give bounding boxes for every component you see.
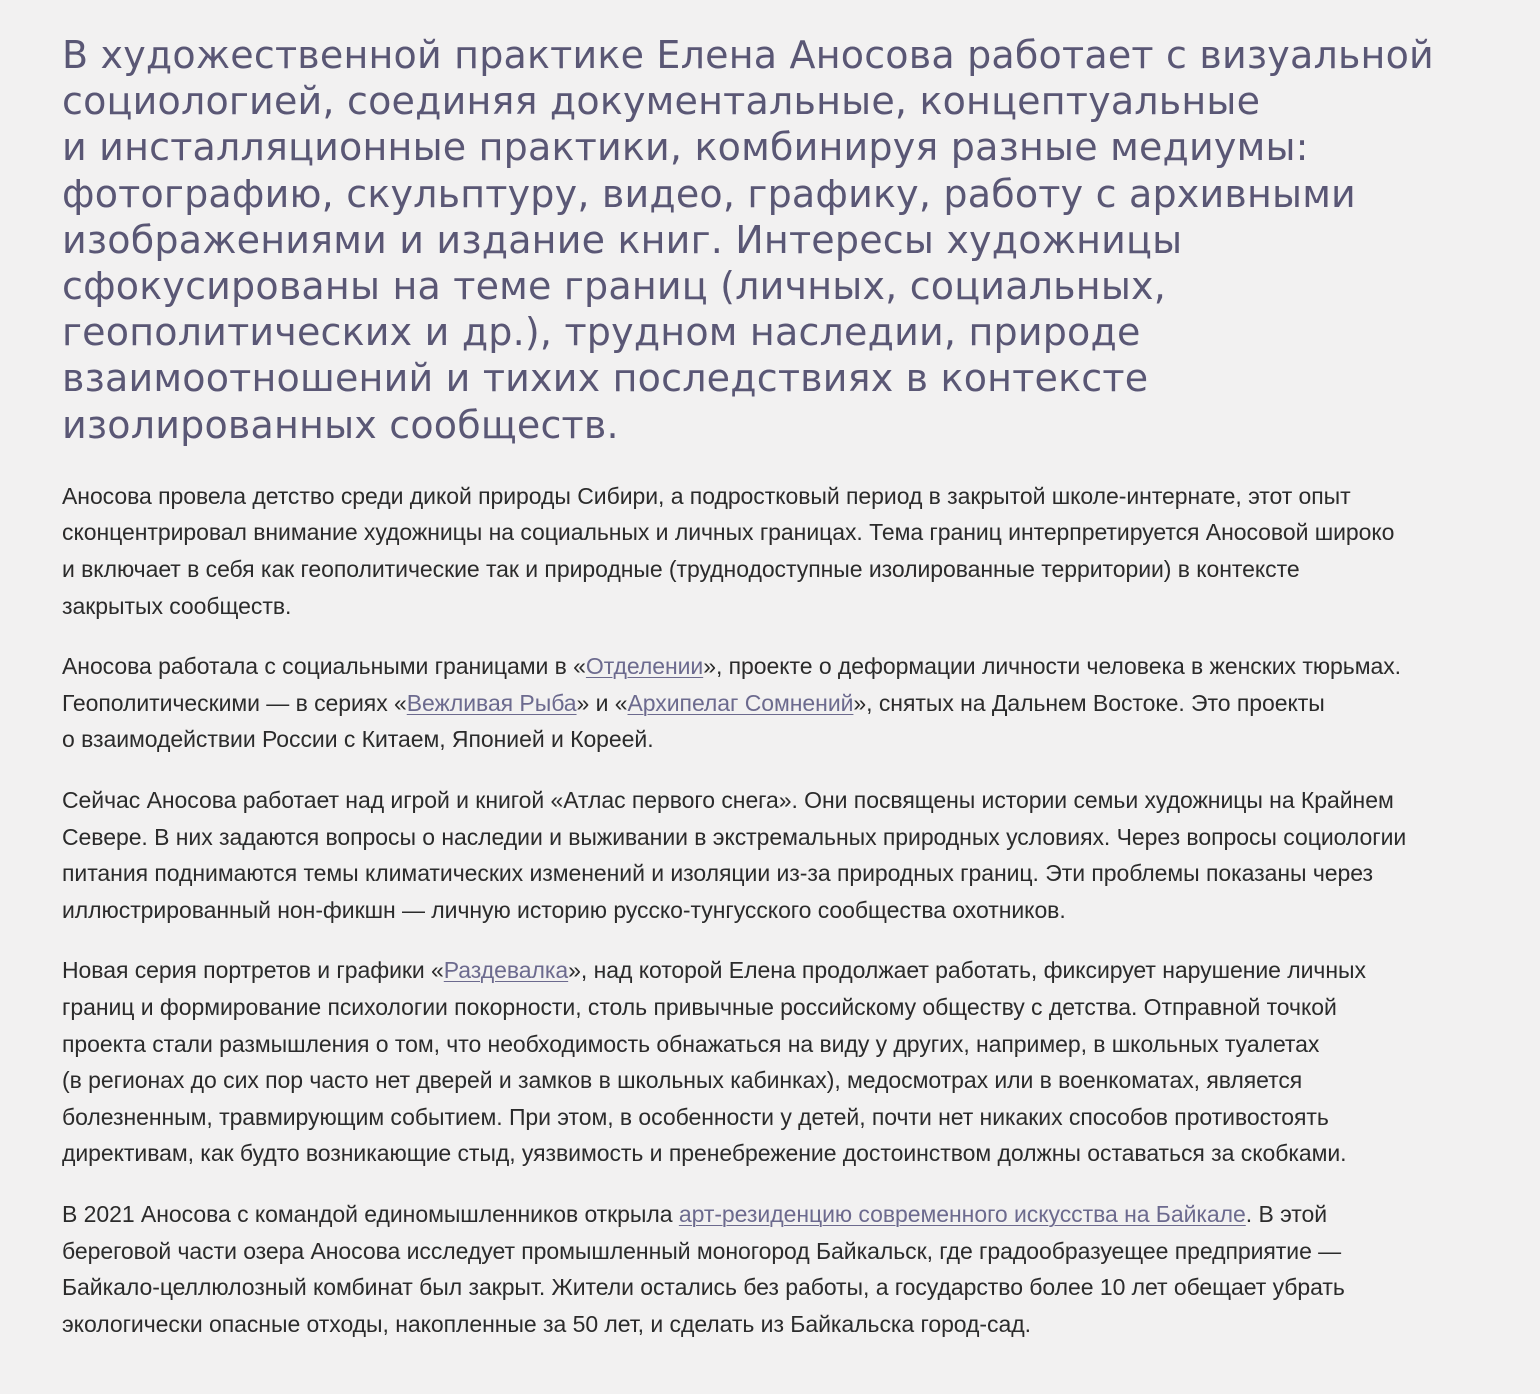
paragraph-residency	[62, 1196, 1482, 1342]
article-content	[62, 32, 1482, 1366]
paragraph-childhood	[62, 478, 1482, 624]
text-line: закрытых сообществ.	[62, 592, 292, 619]
text-line: директивам, как будто возникающие стыд, уязвимость и пренебрежение достоинством должны оставаться за скобками.	[62, 1140, 1347, 1167]
text-line: экологически опасные отходы, накопленные за 50 лет, и сделать из Байкальска город-сад.	[62, 1310, 1031, 1337]
text-fragment: В 2021 Аносова с командой единомышленников открыла	[62, 1200, 679, 1227]
paragraph-razdevalka	[62, 952, 1482, 1172]
text-line: Сейчас Аносова работает над игрой и книгой «Атлас первого снега». Они посвящены истории семьи художницы на Крайнем	[62, 786, 1394, 813]
text-fragment: », над которой Елена продолжает работать, фиксирует нарушение личных	[568, 957, 1366, 984]
text-fragment: . В этой	[1245, 1200, 1328, 1227]
text-line: береговой части озера Аносова исследует промышленный моногород Байкальск, где градообразуещее предприятие —	[62, 1237, 1342, 1264]
text-line: иллюстрированный нон-фикшн — личную историю русско-тунгусского сообщества охотников.	[62, 896, 1066, 923]
text-fragment: », снятых на Дальнем Востоке. Это проекты	[853, 689, 1325, 716]
link-razdevalka[interactable]: Раздевалка	[443, 957, 569, 984]
text-line: и включает в себя как геополитические так и природные (труднодоступные изолированные территории) в контексте	[62, 556, 1300, 583]
text-line: Севере. В них задаются вопросы о наследии и выживании в экстремальных природных условиях. Через вопросы социологии	[62, 823, 1407, 850]
paragraph-atlas	[62, 782, 1482, 928]
lead-paragraph	[62, 32, 1482, 448]
text-line: сконцентрировал внимание художницы на социальных и личных границах. Тема границ интерпретируется Аносовой широко	[62, 519, 1395, 546]
text-line: о взаимодействии России с Китаем, Японией и Кореей.	[62, 726, 654, 753]
text-fragment: Новая серия портретов и графики «	[62, 957, 444, 984]
text-line: болезненным, травмирующим событием. При этом, в особенности у детей, почти нет никаких способов противостоять	[62, 1103, 1329, 1130]
lead-line: и инсталляционные практики, комбинируя разные медиумы:	[62, 125, 1309, 170]
text-fragment: », проекте о деформации личности человека в женских тюрьмах.	[703, 653, 1401, 680]
text-line: Байкало-целлюлозный комбинат был закрыт. Жители остались без работы, а государство более 10 лет обещает убрать	[62, 1274, 1345, 1301]
link-vezhlivaya-ryba[interactable]: Вежливая Рыба	[406, 689, 577, 716]
lead-line: изображениями и издание книг. Интересы художницы	[62, 217, 1183, 262]
lead-line: геополитических и др.), трудном наследии, природе	[62, 310, 1141, 355]
lead-line: сфокусированы на теме границ (личных, социальных,	[62, 264, 1166, 309]
text-line: границ и формирование психологии покорности, столь привычные российскому обществу с детства. Отправной точкой	[62, 993, 1337, 1020]
lead-line: взаимоотношений и тихих последствиях в контексте	[62, 356, 1149, 401]
text-line: Аносова провела детство среди дикой природы Сибири, а подростковый период в закрытой школе-интернате, этот опыт	[62, 482, 1351, 509]
paragraph-projects	[62, 648, 1482, 758]
text-line: (в регионах до сих пор часто нет дверей и замков в школьных кабинках), медосмотрах или в военкоматах, является	[62, 1067, 1303, 1094]
text-fragment: Геополитическими — в сериях «	[62, 689, 407, 716]
text-fragment: Аносова работала с социальными границами в «	[62, 653, 586, 680]
lead-line: В художественной практике Елена Аносова работает с визуальной	[62, 33, 1434, 77]
text-line: проекта стали размышления о том, что необходимость обнажаться на виду у других, например, в школьных туалетах	[62, 1030, 1320, 1057]
text-line: питания поднимаются темы климатических изменений и изоляции из-за природных границ. Эти проблемы показаны через	[62, 860, 1374, 887]
link-otdelenie[interactable]: Отделении	[585, 653, 704, 680]
lead-line: изолированных сообществ.	[62, 402, 619, 447]
link-arkhipelag-somneniy[interactable]: Архипелаг Сомнений	[627, 689, 854, 716]
text-fragment: » и «	[576, 689, 628, 716]
link-art-residency-baikal[interactable]: арт-резиденцию современного искусства на Байкале	[678, 1200, 1246, 1227]
lead-line: социологией, соединяя документальные, концептуальные	[62, 79, 1261, 124]
lead-line: фотографию, скульптуру, видео, графику, работу с архивными	[62, 171, 1356, 216]
